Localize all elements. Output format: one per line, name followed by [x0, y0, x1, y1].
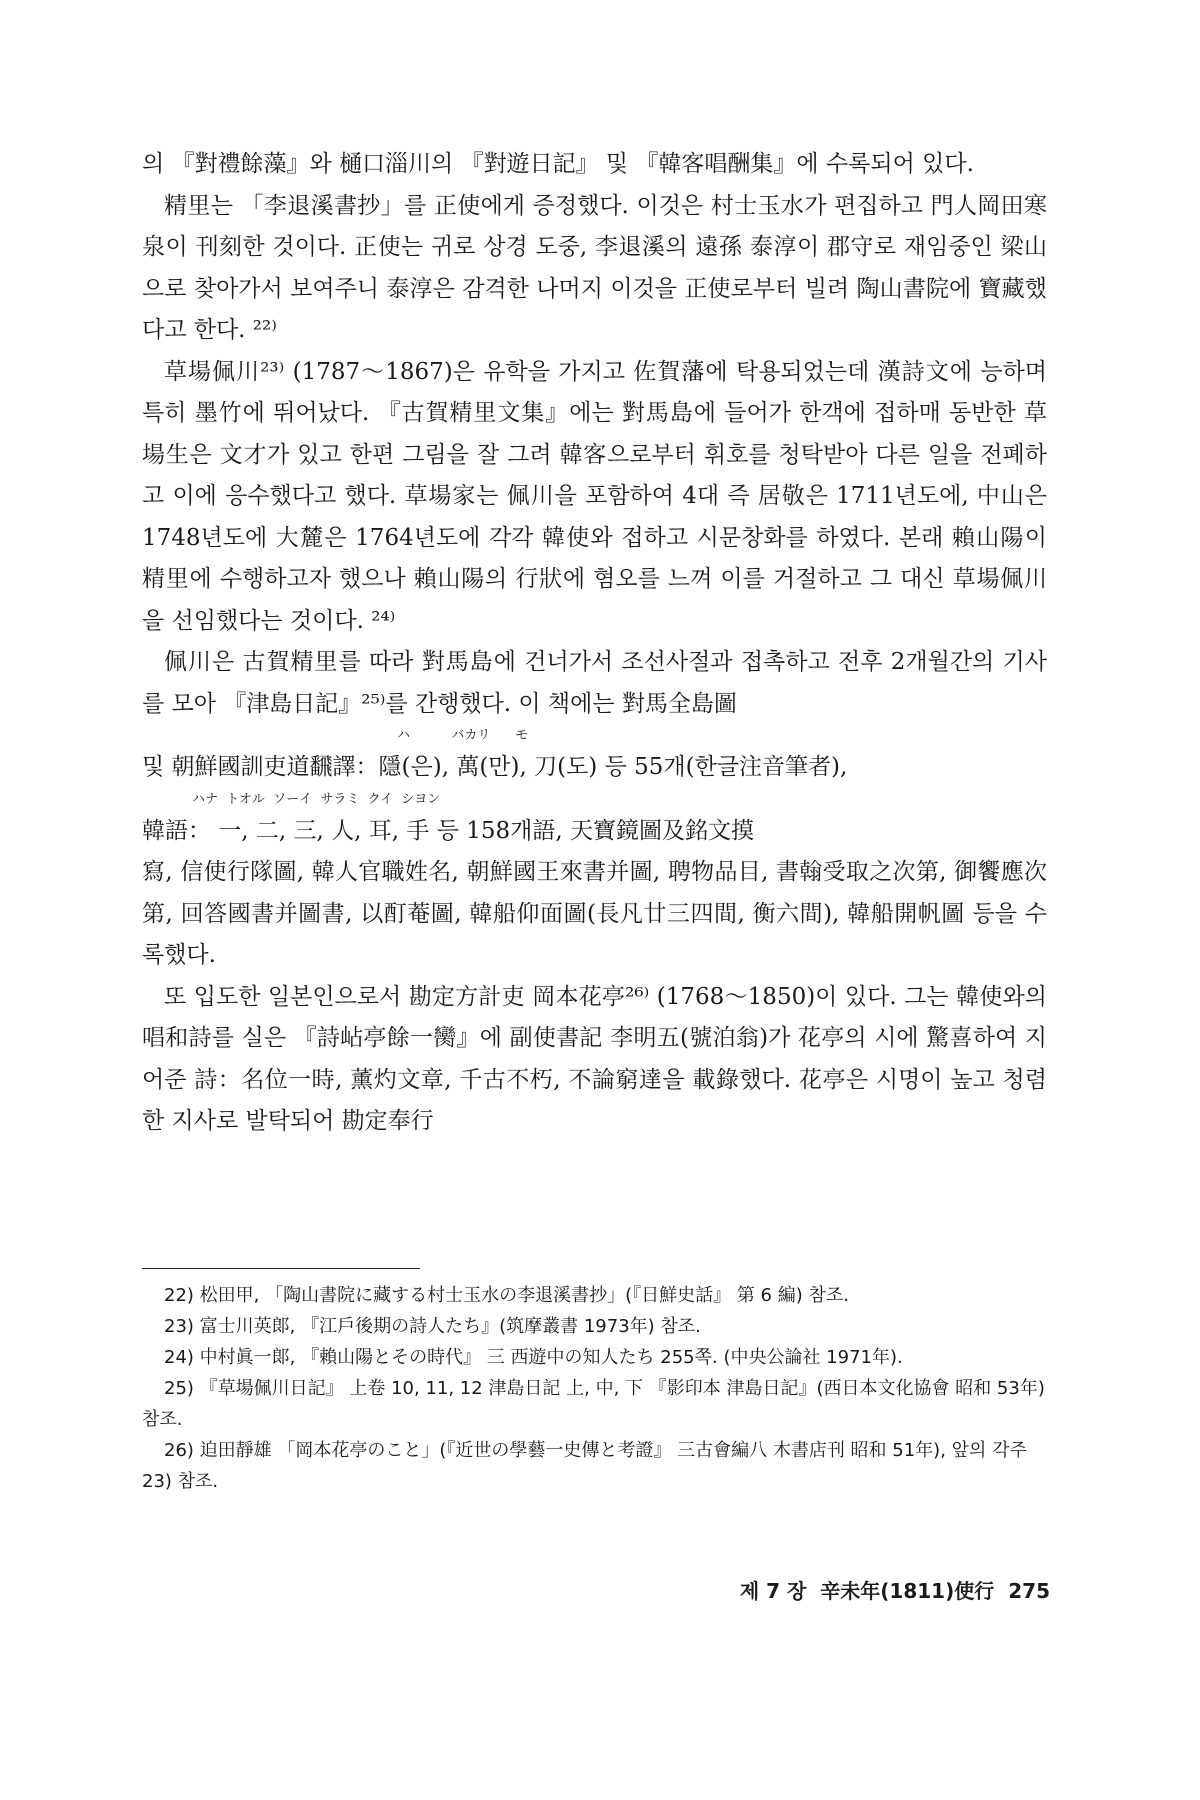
- line-with-ruby-2: 韓語： 一, 二, 三, 人, 耳, 手 등 158개語, 天寶鏡圖及銘文摸: [142, 817, 755, 844]
- ruby-annotation-2: ハナ トオル ソーイ サラミ クイ シヨン: [192, 791, 441, 807]
- footnote-22: 22) 松田甲, 「陶山書院に藏する村士玉水の李退溪書抄」(『日鮮史話』 第 6 編) 참조.: [164, 1285, 849, 1306]
- paragraph-4-start: 佩川은 古賀精里를 따라 對馬島에 건너가서 조선사절과 접촉하고 전후 2개월간의 기사를 모아 『津島日記』²⁵⁾를 간행했다. 이 책에는 對馬全島圖: [142, 649, 1047, 717]
- footnotes: [142, 1280, 1047, 1497]
- page-footer: [600, 1576, 1050, 1606]
- paragraph-5: 또 입도한 일본인으로서 勘定方計吏 岡本花亭²⁶⁾ (1768～1850)이 있다. 그는 韓使와의 唱和詩를 실은 『詩岾亭餘一臠』에 副使書記 李明五(號泊翁)가 花亭의 시에 驚喜하여 지어준 詩：名位一時, 薰灼文章, 千古不朽, 不論窮達을 載錄했다. 花亭은 시명이 높고 청렴한 지사로 발탁되어 勘定奉行: [142, 983, 1047, 1134]
- paragraph-3: 草場佩川²³⁾ (1787～1867)은 유학을 가지고 佐賀藩에 탁용되었는데 漢詩文에 능하며 특히 墨竹에 뛰어났다. 『古賀精里文集』에는 對馬島에 들어가 한객에 접하매 동반한 草場生은 文才가 있고 한편 그림을 잘 그려 韓客으로부터 휘호를 청탁받아 다른 일을 전폐하고 이에 응수했다고 했다. 草場家는 佩川을 포함하여 4대 즉 居敬은 1711년도에, 中山은 1748년도에 大麓은 1764년도에 각각 韓使와 접하고 시문창화를 하였다. 본래 賴山陽이 精里에 수행하고자 했으나 賴山陽의 行狀에 혐오를 느껴 이를 거절하고 그 대신 草場佩川을 선임했다는 것이다. ²⁴⁾: [142, 358, 1047, 634]
- footnote-23: 23) 富士川英郞, 『江戶後期の詩人たち』(筑摩叢書 1973年) 참조.: [164, 1316, 701, 1337]
- page-number: 275: [1008, 1579, 1050, 1603]
- line-with-ruby-1: 및 朝鮮國訓吏道飜譯：隱(은), 萬(만), 刀(도) 등 55개(한글注音筆者),: [142, 754, 848, 780]
- paragraph-4-end: 寫, 信使行隊圖, 韓人官職姓名, 朝鮮國王來書并圖, 聘物品目, 書翰受取之次第, 御饗應次第, 回答國書并圖書, 以酊菴圖, 韓船仰面圖(長凡廿三四間, 衡六間), 韓船開帆圖 등을 수록했다.: [142, 859, 1047, 968]
- ruby-annotation-1: ハ バカリ モ: [397, 728, 529, 743]
- body-text: [142, 144, 1047, 1143]
- chapter-label: 제 7 장: [739, 1579, 807, 1603]
- footnote-26: 26) 迫田靜雄 「岡本花亭のこと」(『近世の學藝一史傳と考證』 三古會編八 木書店刊 昭和 51年), 앞의 각주 23) 참조.: [142, 1440, 1027, 1492]
- footnote-25: 25) 『草場佩川日記』 上卷 10, 11, 12 津島日記 上, 中, 下 『影印本 津島日記』(西日本文化協會 昭和 53年) 참조.: [142, 1378, 1045, 1430]
- footnote-24: 24) 中村眞一郞, 『賴山陽とその時代』 三 西遊中の知人たち 255쪽. (中央公論社 1971年).: [164, 1347, 903, 1368]
- paragraph-1: 의 『對禮餘藻』와 樋口淄川의 『對遊日記』 및 『韓客唱酬集』에 수록되어 있다.: [142, 151, 974, 177]
- paragraph-2: 精里는 「李退溪書抄」를 正使에게 증정했다. 이것은 村士玉水가 편집하고 門人岡田寒泉이 刊刻한 것이다. 正使는 귀로 상경 도중, 李退溪의 遠孫 泰淳이 郡守로 재임중인 梁山으로 찾아가서 보여주니 泰淳은 감격한 나머지 이것을 正使로부터 빌려 陶山書院에 寶藏했다고 한다. ²²⁾: [142, 192, 1047, 343]
- chapter-title: 辛未年(1811)使行: [820, 1579, 995, 1603]
- footnote-divider: [142, 1268, 420, 1269]
